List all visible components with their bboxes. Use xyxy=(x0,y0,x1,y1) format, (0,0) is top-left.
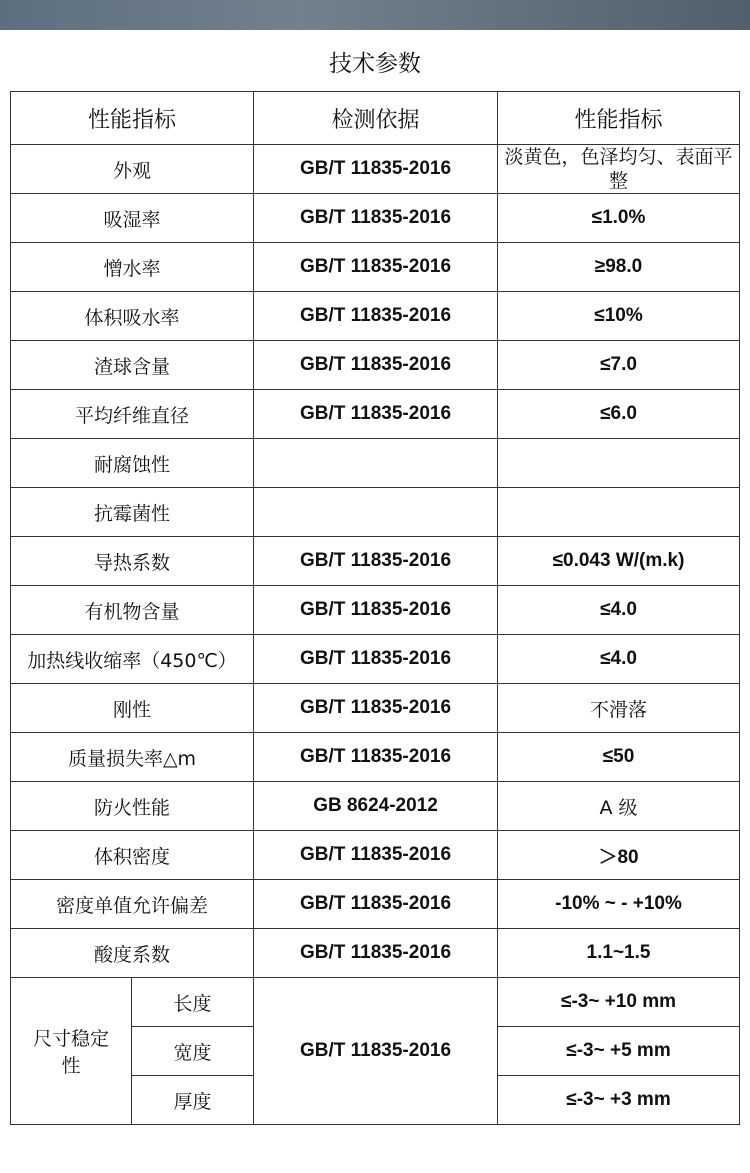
row-standard: GB/T 11835-2016 xyxy=(254,243,498,292)
row-name: 耐腐蚀性 xyxy=(11,439,254,488)
row-name: 抗霉菌性 xyxy=(11,488,254,537)
row-value: ＞80 xyxy=(498,831,740,880)
row-name: 防火性能 xyxy=(11,782,254,831)
sub-item-name: 宽度 xyxy=(132,1027,254,1076)
row-name: 体积吸水率 xyxy=(11,292,254,341)
spec-table xyxy=(10,91,740,1125)
row-value xyxy=(498,439,740,488)
header-row xyxy=(11,92,740,145)
header-indicator: 性能指标 xyxy=(11,92,254,145)
row-standard: GB/T 11835-2016 xyxy=(254,880,498,929)
row-value xyxy=(498,488,740,537)
table-row xyxy=(11,586,740,635)
row-standard: GB/T 11835-2016 xyxy=(254,145,498,194)
row-standard: GB/T 11835-2016 xyxy=(254,390,498,439)
row-value: 淡黄色，色泽均匀、表面平整 xyxy=(498,145,740,194)
row-name: 质量损失率△m xyxy=(11,733,254,782)
table-row xyxy=(11,488,740,537)
table-row xyxy=(11,194,740,243)
row-name: 密度单值允许偏差 xyxy=(11,880,254,929)
table-row xyxy=(11,733,740,782)
header-value: 性能指标 xyxy=(498,92,740,145)
sub-item-value: ≤-3~ +5 mm xyxy=(498,1027,740,1076)
row-value: ≤50 xyxy=(498,733,740,782)
row-standard: GB/T 11835-2016 xyxy=(254,194,498,243)
row-standard: GB/T 11835-2016 xyxy=(254,684,498,733)
sub-item-value: ≤-3~ +3 mm xyxy=(498,1076,740,1125)
group-standard: GB/T 11835-2016 xyxy=(254,978,498,1125)
row-name: 平均纤维直径 xyxy=(11,390,254,439)
table-row xyxy=(11,782,740,831)
row-value: 1.1~1.5 xyxy=(498,929,740,978)
row-name: 渣球含量 xyxy=(11,341,254,390)
table-row xyxy=(11,292,740,341)
table-row xyxy=(11,243,740,292)
table-row xyxy=(11,978,740,1027)
row-value: ≤10% xyxy=(498,292,740,341)
row-standard xyxy=(254,439,498,488)
row-standard: GB/T 11835-2016 xyxy=(254,831,498,880)
row-value: ≤7.0 xyxy=(498,341,740,390)
row-standard: GB 8624-2012 xyxy=(254,782,498,831)
row-value: ≥98.0 xyxy=(498,243,740,292)
table-row xyxy=(11,831,740,880)
top-banner xyxy=(0,0,750,30)
row-value: ≤0.043 W/(m.k) xyxy=(498,537,740,586)
row-standard: GB/T 11835-2016 xyxy=(254,341,498,390)
table-row xyxy=(11,341,740,390)
row-value: ≤4.0 xyxy=(498,586,740,635)
row-standard: GB/T 11835-2016 xyxy=(254,586,498,635)
header-standard: 检测依据 xyxy=(254,92,498,145)
row-name: 吸湿率 xyxy=(11,194,254,243)
group-name: 尺寸稳定性 xyxy=(11,978,132,1125)
row-name: 刚性 xyxy=(11,684,254,733)
row-standard: GB/T 11835-2016 xyxy=(254,929,498,978)
sub-item-value: ≤-3~ +10 mm xyxy=(498,978,740,1027)
table-row xyxy=(11,929,740,978)
row-value: ≤1.0% xyxy=(498,194,740,243)
row-value: 不滑落 xyxy=(498,684,740,733)
table-row xyxy=(11,880,740,929)
row-name: 导热系数 xyxy=(11,537,254,586)
table-row xyxy=(11,635,740,684)
row-name: 有机物含量 xyxy=(11,586,254,635)
row-standard xyxy=(254,488,498,537)
row-name: 酸度系数 xyxy=(11,929,254,978)
row-value: A 级 xyxy=(498,782,740,831)
page-title: 技术参数 xyxy=(329,51,421,77)
row-standard: GB/T 11835-2016 xyxy=(254,292,498,341)
table-row xyxy=(11,537,740,586)
row-value: ≤6.0 xyxy=(498,390,740,439)
table-row xyxy=(11,439,740,488)
row-standard: GB/T 11835-2016 xyxy=(254,537,498,586)
row-standard: GB/T 11835-2016 xyxy=(254,733,498,782)
sub-item-name: 厚度 xyxy=(132,1076,254,1125)
table-row xyxy=(11,145,740,194)
table-row xyxy=(11,390,740,439)
row-value: -10% ~ - +10% xyxy=(498,880,740,929)
row-name: 体积密度 xyxy=(11,831,254,880)
row-name: 外观 xyxy=(11,145,254,194)
row-name: 加热线收缩率（450℃） xyxy=(11,635,254,684)
row-value: ≤4.0 xyxy=(498,635,740,684)
row-name: 憎水率 xyxy=(11,243,254,292)
table-row xyxy=(11,684,740,733)
sub-item-name: 长度 xyxy=(132,978,254,1027)
row-standard: GB/T 11835-2016 xyxy=(254,635,498,684)
